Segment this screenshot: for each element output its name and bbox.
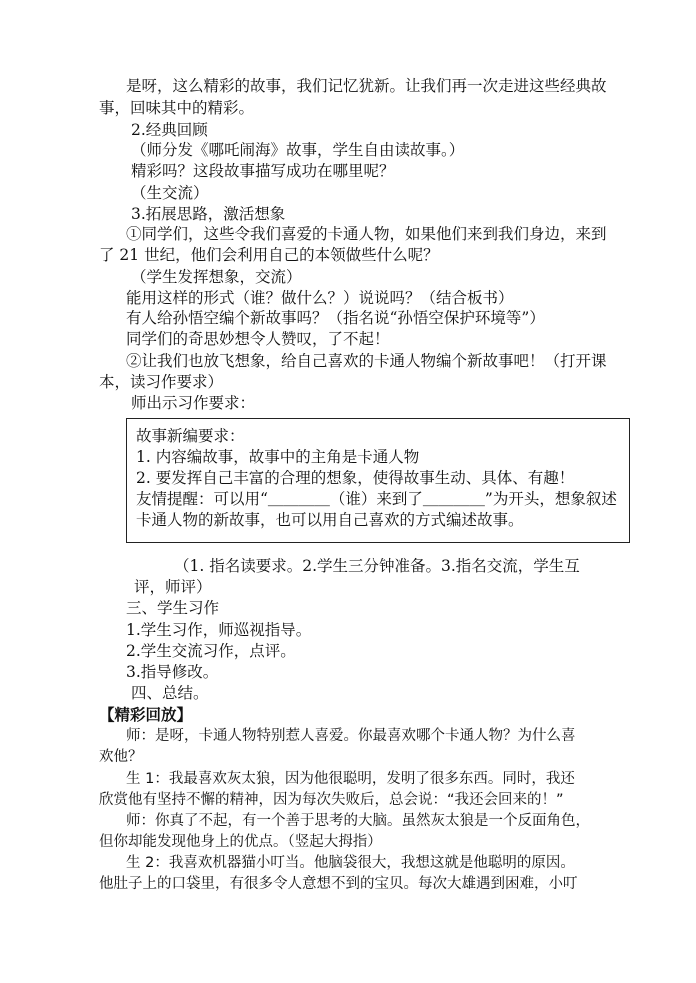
dialogue-line: 生 1：我最喜欢灰太狼，因为他很聪明，发明了很多东西。同时，我还 — [126, 771, 575, 787]
paragraph-line: 事，回味其中的精彩。 — [99, 99, 255, 117]
box-tip: 友情提醒：可以用“＿＿＿＿（谁）来到了＿＿＿＿”为开头，想象叙述 — [136, 490, 617, 508]
paragraph-line: （学生发挥想象，交流） — [131, 268, 302, 286]
paragraph-line: 1.学生习作，师巡视指导。 — [126, 621, 312, 639]
dialogue-line: 欢他？ — [99, 749, 143, 765]
dialogue-line: 但你却能发现他身上的优点。（竖起大拇指） — [99, 834, 382, 850]
dialogue-line: 师：你真了不起，有一个善于思考的大脑。虽然灰太狼是一个反面角色， — [126, 813, 590, 829]
paragraph-line: 精彩吗？这段故事描写成功在哪里呢？ — [131, 162, 395, 180]
paragraph-line: ②让我们也放飞想象，给自己喜欢的卡通人物编个新故事吧！（打开课 — [126, 352, 607, 370]
requirements-box — [126, 418, 630, 543]
section-heading: 四、总结。 — [131, 684, 209, 702]
box-title: 故事新编要求： — [136, 427, 245, 445]
paragraph-line: （生交流） — [131, 184, 209, 202]
dialogue-line: 欣赏他有坚持不懈的精神，因为每次失败后，总会说：“我还会回来的！” — [99, 792, 564, 808]
paragraph-line: 本，读习作要求） — [99, 373, 224, 391]
paragraph-line: 同学们的奇思妙想令人赞叹，了不起！ — [126, 330, 390, 348]
paragraph-line: （1. 指名读要求。2.学生三分钟准备。3.指名交流，学生互 — [174, 557, 580, 575]
box-item: 1. 内容编故事，故事中的主角是卡通人物 — [136, 448, 420, 466]
section-heading: 【精彩回放】 — [99, 705, 193, 724]
paragraph-line: 3.指导修改。 — [126, 663, 219, 681]
paragraph-line: 是呀，这么精彩的故事，我们记忆犹新。让我们再一次走进这些经典故 — [126, 77, 607, 95]
section-heading: 三、学生习作 — [126, 599, 220, 617]
paragraph-line: 2.学生交流习作，点评。 — [126, 642, 296, 660]
box-item: 2. 要发挥自己丰富的合理的想象，使得故事生动、具体、有趣！ — [136, 469, 575, 487]
paragraph-line: （师分发《哪吒闹海》故事，学生自由读故事。） — [131, 141, 465, 159]
paragraph-line: 能用这样的形式（谁？做什么？）说说吗？（结合板书） — [126, 289, 514, 307]
paragraph-line: 了 21 世纪，他们会利用自己的本领做些什么呢？ — [99, 246, 439, 264]
paragraph-line: ①同学们，这些令我们喜爱的卡通人物，如果他们来到我们身边，来到 — [126, 225, 607, 243]
box-tip: 卡通人物的新故事，也可以用自己喜欢的方式编述故事。 — [136, 511, 524, 529]
paragraph-line: 师出示习作要求： — [131, 394, 256, 412]
paragraph-line: 有人给孙悟空编个新故事吗？（指名说“孙悟空保护环境等”） — [126, 309, 545, 327]
section-heading: 3.拓展思路，激活想象 — [131, 205, 286, 223]
dialogue-line: 他肚子上的口袋里，有很多令人意想不到的宝贝。每次大雄遇到困难，小叮 — [99, 876, 578, 892]
dialogue-line: 生 2：我喜欢机器猫小叮当。他脑袋很大，我想这就是他聪明的原因。 — [126, 855, 575, 871]
dialogue-line: 师：是呀，卡通人物特别惹人喜爱。你最喜欢哪个卡通人物？为什么喜 — [126, 728, 576, 744]
section-heading: 2.经典回顾 — [131, 121, 208, 139]
paragraph-line: 评，师评） — [134, 578, 212, 596]
